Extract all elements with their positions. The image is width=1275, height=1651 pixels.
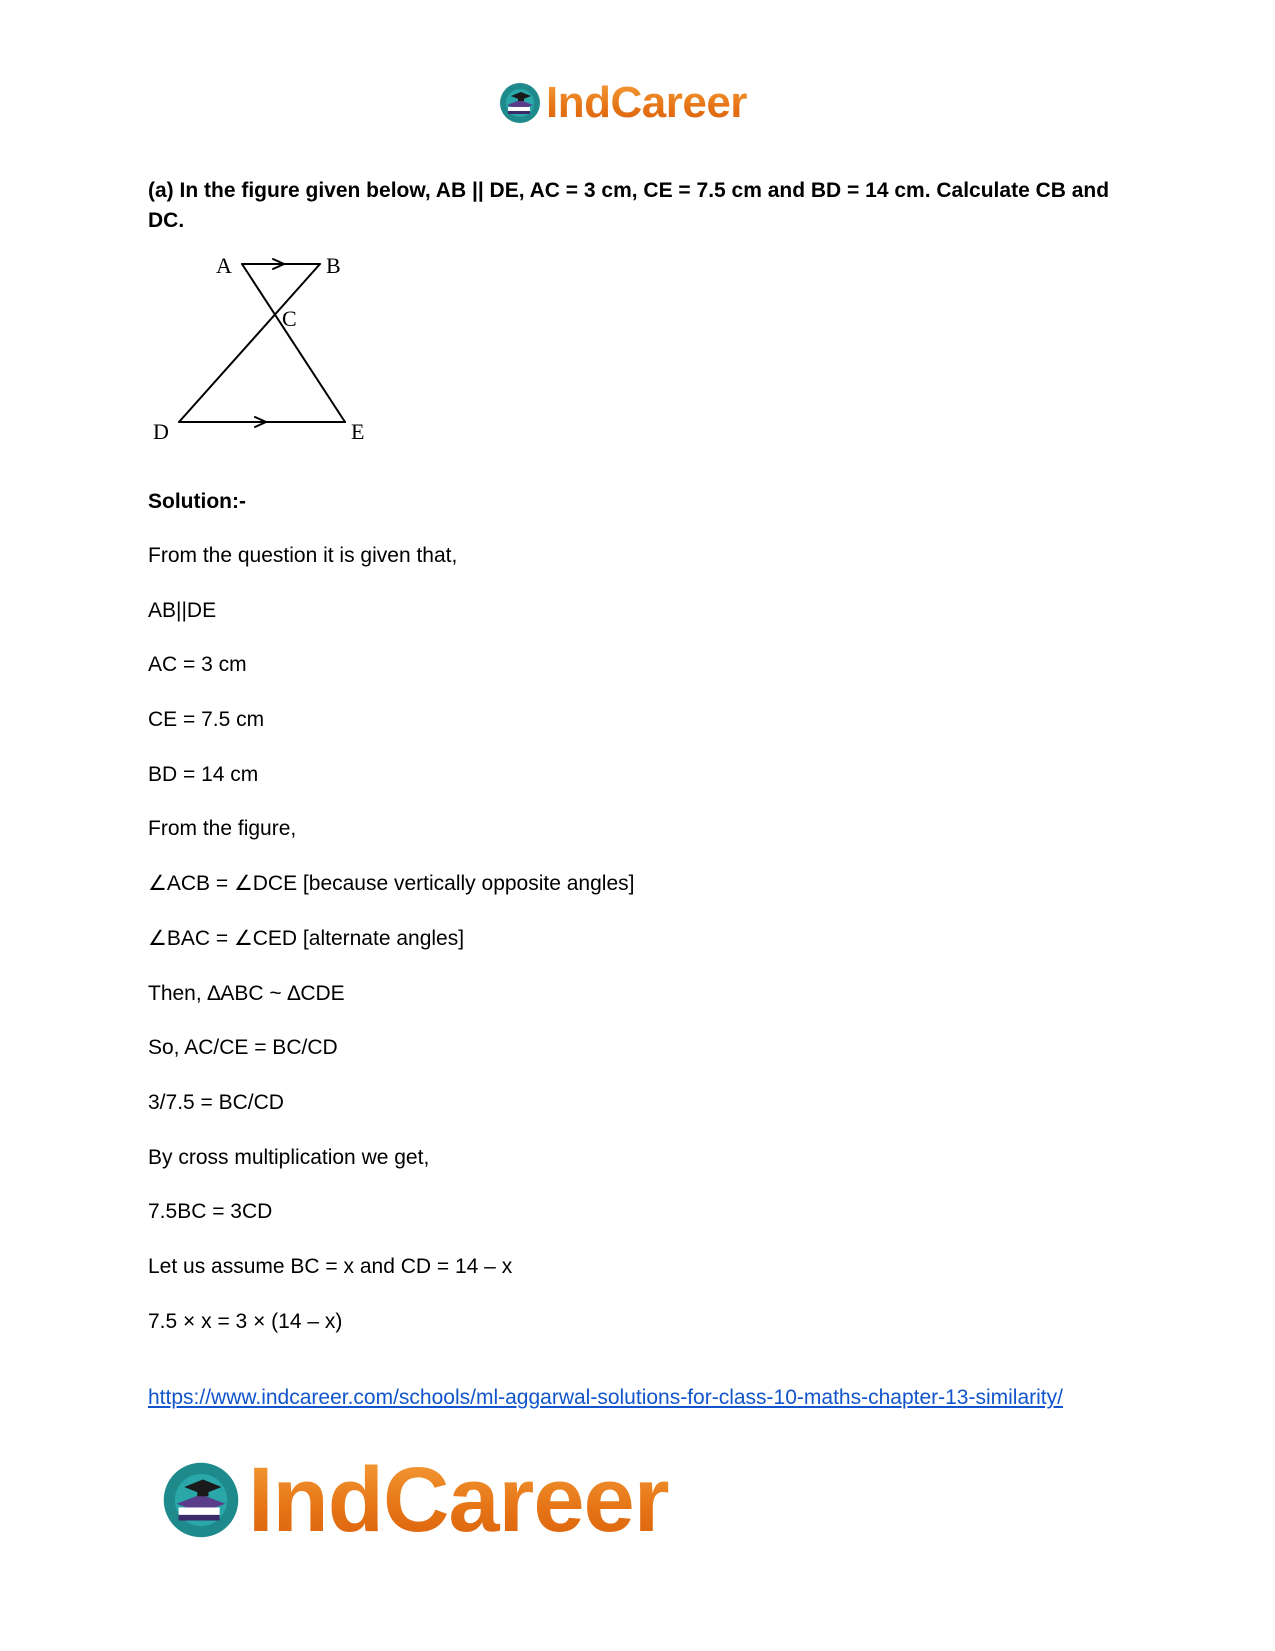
label-a: A (216, 256, 232, 278)
footer-logo (160, 1448, 669, 1551)
solution-line: By cross multiplication we get, (148, 1145, 430, 1169)
solution-line: AC = 3 cm (148, 653, 247, 677)
solution-line: 7.5 × x = 3 × (14 – x) (148, 1309, 343, 1333)
solution-line: Then, ∆ABC ~ ∆CDE (148, 981, 345, 1005)
logo-text: IndCareer (248, 1448, 669, 1551)
solution-line: CE = 7.5 cm (148, 708, 265, 732)
logo-text: IndCareer (546, 78, 747, 127)
segment-bd (179, 264, 320, 422)
solution-line: ∠ACB = ∠DCE [because vertically opposite angles] (148, 872, 635, 896)
solution-line: From the question it is given that, (148, 544, 458, 567)
label-d: D (153, 419, 169, 444)
label-c: C (282, 306, 297, 331)
solution-heading: Solution:- (148, 490, 246, 513)
source-link[interactable]: https://www.indcareer.com/schools/ml-aggarwal-solutions-for-class-10-maths-chapter-13-similarity/ (148, 1386, 1063, 1409)
graduation-book-icon (160, 1459, 242, 1541)
solution-line: 7.5BC = 3CD (148, 1200, 273, 1224)
solution-line: AB||DE (148, 598, 217, 622)
solution-line: 3/7.5 = BC/CD (148, 1090, 284, 1114)
solution-line: BD = 14 cm (148, 762, 259, 786)
label-b: B (326, 256, 341, 278)
graduation-book-icon (498, 81, 542, 125)
label-e: E (351, 419, 365, 444)
solution-lines (148, 544, 634, 1364)
header-logo (498, 78, 747, 128)
solution-line: From the figure, (148, 817, 297, 841)
segment-ae (242, 264, 345, 422)
solution-line: So, AC/CE = BC/CD (148, 1036, 338, 1060)
solution-line: Let us assume BC = x and CD = 14 – x (148, 1254, 513, 1278)
triangle-figure (148, 256, 388, 456)
question-text: (a) In the figure given below, AB || DE, AC = 3 cm, CE = 7.5 cm and BD = 14 cm. Calculate CB and DC. (148, 179, 1110, 232)
solution-line: ∠BAC = ∠CED [alternate angles] (148, 926, 465, 950)
